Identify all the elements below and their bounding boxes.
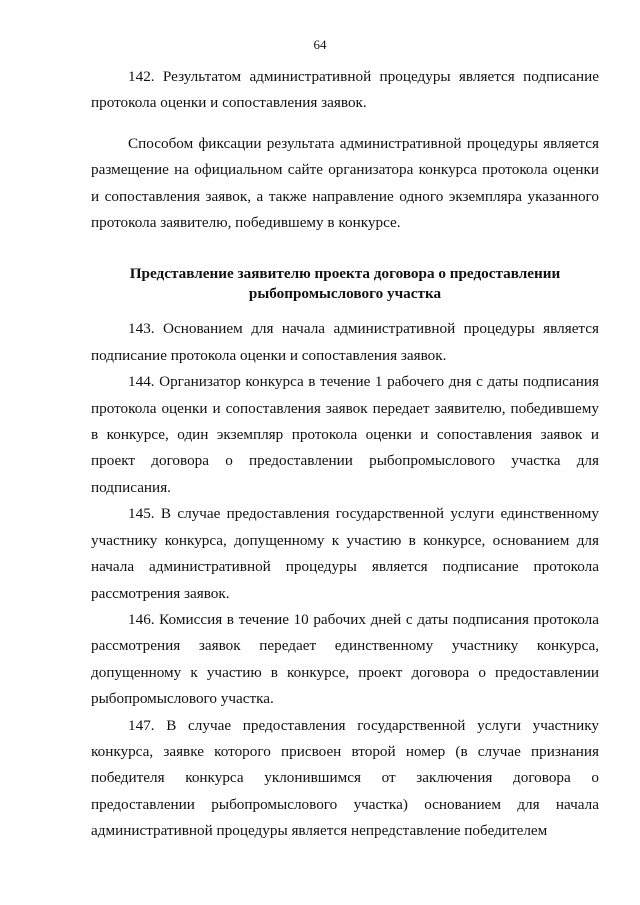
paragraph-142: 142. Результатом административной процедуры является подписание протокола оценки и сопоставления заявок. — [91, 68, 599, 112]
section-heading — [91, 264, 599, 304]
paragraph-144: 144. Организатор конкурса в течение 1 рабочего дня с даты подписания протокола оценки и сопоставления заявок передает заявителю, победившему в конкурсе, один экземпляр протокола оценки и сопоставления заявок и проект договора о предоставлении рыбопромыслового участка для подписания. — [91, 373, 599, 496]
paragraph-result-fixation: Способом фиксации результата административной процедуры является размещение на официальном сайте организатора конкурса протокола оценки и сопоставления заявок, а также направление одного экземпляра указанного протокола заявителю, победившему в конкурсе. — [91, 134, 599, 232]
section-heading-line-2: рыбопромыслового участка — [248, 285, 442, 303]
section-heading-line-1: Представление заявителю проекта договора о предоставлении — [129, 265, 561, 283]
document-body — [91, 64, 599, 845]
paragraph-147: 147. В случае предоставления государственной услуги участнику конкурса, заявке которого присвоен второй номер (в случае признания победителя конкурса уклонившимся от заключения договора о предоставлении рыбопромыслового участка) основанием для начала административной процедуры является непредставление победителем — [91, 716, 599, 840]
page-number: 64 — [313, 37, 327, 52]
paragraph-146: 146. Комиссия в течение 10 рабочих дней с даты подписания протокола рассмотрения заявок передает единственному участнику конкурса, допущенному к участию в конкурсе, проект договора о предоставлении рыбопромыслового участка. — [91, 610, 599, 708]
paragraph-145: 145. В случае предоставления государственной услуги единственному участнику конкурса, допущенному к участию в конкурсе, основанием для начала административной процедуры является подписание протокола рассмотрения заявок. — [91, 505, 599, 602]
paragraph-143: 143. Основанием для начала административной процедуры является подписание протокола оценки и сопоставления заявок. — [91, 320, 599, 364]
